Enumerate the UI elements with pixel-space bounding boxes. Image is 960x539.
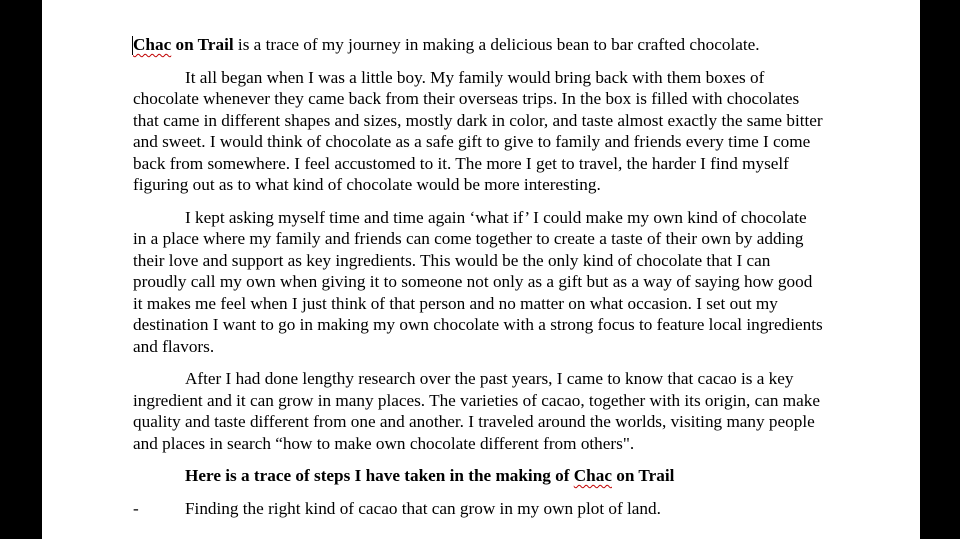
document-body[interactable]: [133, 34, 823, 519]
paragraph-3: After I had done lengthy research over the past years, I came to know that cacao is a key ingredient and it can grow in many places. The varieties of cacao, together with its origin, can make quality and taste different from one and another. I traveled around the worlds, visiting many people and places in search “how to make own chocolate different from others".: [133, 369, 820, 453]
document-page[interactable]: [42, 0, 920, 539]
brand-name: Chac on Trail: [133, 35, 234, 54]
steps-heading: Here is a trace of steps I have taken in the making of Chac on Trail: [185, 466, 675, 485]
list-item: [133, 498, 823, 520]
paragraph-1: It all began when I was a little boy. My family would bring back with them boxes of chocolate whenever they came back from their overseas trips. In the box is filled with chocolates that came in different shapes and sizes, mostly dark in color, and taste almost exactly the same bitter and sweet. I would think of chocolate as a safe gift to give to family and friends every time I come back from somewhere. I feel accustomed to it. The more I get to travel, the harder I find myself figuring out as to what kind of chocolate would be more interesting.: [133, 67, 823, 194]
paragraph-2: I kept asking myself time and time again ‘what if’ I could make my own kind of chocolate in a place where my family and friends can come together to create a taste of their own by adding their love and support as key ingredients. This would be the only kind of chocolate that I can proudly call my own when giving it to someone not only as a gift but as a way of saying how good it makes me feel when I just think of that person and no matter on what occasion. I set out my destination I want to go in making my own chocolate with a strong focus to feature local ingredients and flavors.: [133, 207, 823, 356]
bullet-dash: -: [133, 498, 139, 518]
bullet-text: Finding the right kind of cacao that can grow in my own plot of land.: [185, 498, 661, 518]
spelling-flag-chac-heading: Chac: [573, 466, 612, 485]
text-cursor: [132, 36, 133, 55]
intro-paragraph: [133, 34, 823, 56]
spelling-flag-chac: Chac: [133, 35, 172, 54]
intro-text: is a trace of my journey in making a delicious bean to bar crafted chocolate.: [233, 35, 760, 54]
